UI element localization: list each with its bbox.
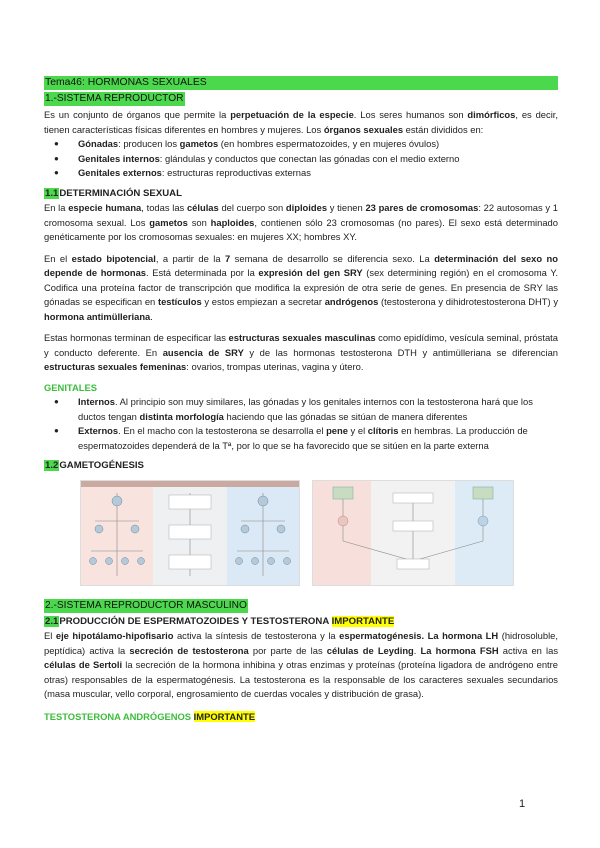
genitales-list [44,395,558,453]
determination-paragraph-3: Estas hormonas terminan de especificar las estructuras sexuales masculinas como epidídimo, vesícula seminal, próstata y conducto deferente. En ausencia de SRY y de las hormonas testosterona DTH y antimülleriana se diferencian estructuras sexuales femeninas: ovarios, trompas uterinas, vagina y útero. [44,332,558,372]
gametogenesis-figures [44,480,558,588]
intro-paragraph: Es un conjunto de órganos que permite la perpetuación de la especie. Los seres humanos son dimórficos, es decir, tienen características físicas diferentes en hombres y mujeres. Los órganos sexuales están divididos en: [44,109,558,135]
list-item: ● Genitales externos: estructuras reproductivas externas [78,166,558,181]
subsection-2-1-heading: 2.1PRODUCCIÓN DE ESPERMATOZOIDES Y TESTOSTERONA IMPORTANTE [45,615,395,627]
list-item: ● Externos. En el macho con la testosterona se desarrolla el pene y el clítoris en hembras. La producción de espermatozoides dependerá de la Tª, por lo que se ha favorecido que se sitúen en la parte externa [78,424,558,453]
spermatogenesis-oogenesis-diagram [80,480,300,586]
genitales-heading: GENITALES [44,381,97,393]
important-badge: IMPORTANTE [331,615,395,627]
topic-title: Tema46: HORMONAS SEXUALES [44,76,558,90]
page-number: 1 [519,798,526,810]
hormonal-regulation-diagram [312,480,514,586]
determination-paragraph-2: En el estado bipotencial, a partir de la 7 semana de desarrollo se diferencia sexo. La determinación del sexo no depende de hormonas. Está determinada por la expresión del gen SRY (sex determining región) en el cromosoma Y. Codifica una proteína factor de transcripción que modifica la expresión de otra serie de genes. En presencia de SRY las gónadas se especifican en testículos y estos empiezan a secretar andrógenos (testosterona y dihidrotestosterona DHT) y hormona antimülleriana. [44,252,559,322]
subsection-1-2-heading: 1.2GAMETOGÉNESIS [45,460,144,471]
list-item: ● Gónadas: producen los gametos (en hombres espermatozoides, y en mujeres óvulos) [78,137,558,152]
document-page [44,76,558,724]
section-2-title: 2.-SISTEMA REPRODUCTOR MASCULINO [45,599,247,611]
list-item: ● Genitales internos: glándulas y conductos que conectan las gónadas con el medio externo [78,152,558,167]
list-item: ● Internos. Al principio son muy similares, las gónadas y los genitales internos con la testosterona hará que los ductos tengan distinta morfología haciendo que las gónadas se sitúan de manera diferentes [78,395,558,424]
important-badge: IMPORTANTE [193,710,255,722]
determination-paragraph-1: En la especie humana, todas las células del cuerpo son diploides y tienen 23 pares de cromosomas: 22 autosomas y 1 cromosoma sexual. Los gametos son haploides, contienen sólo 23 cromosomas (no pares). El sexo está determinado genéticamente por los cromosomas sexuales: en mujeres XX; hombres XY. [44,202,558,242]
section-1-title: 1.-SISTEMA REPRODUCTOR [45,93,184,104]
subsection-1-1-heading: 1.1DETERMINACIÓN SEXUAL [45,187,182,199]
organs-list [44,137,558,181]
production-paragraph: El eje hipotálamo-hipofisario activa la síntesis de testosterona y la espermatogénesis. La hormona LH (hidrosoluble, peptídica) activa la secreción de testosterona por parte de las células de Leyding. La hormona FSH activa en las células de Sertoli la secreción de la hormona inhibina y otras enzimas y proteínas (proteína ligadora de andrógeno entre otras) responsables de la espermatogénesis. La testosterona es la responsable de los caracteres sexuales secundarios (masa muscular, vello corporal, engrosamiento de cuerdas vocales y distribución de grasa). [44,630,559,699]
testosterone-heading: TESTOSTERONA ANDRÓGENOS IMPORTANTE [44,710,255,722]
